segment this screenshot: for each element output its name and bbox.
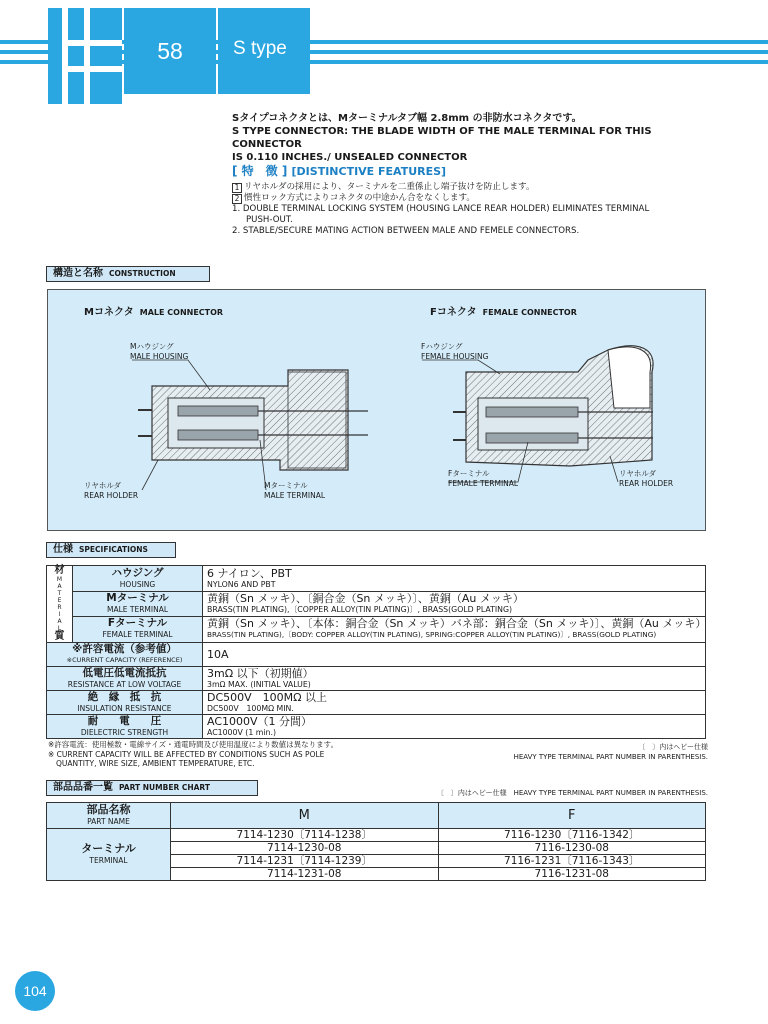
construction-panel: [47, 289, 706, 531]
female-terminal-label: Fターミナル FEMALE TERMINAL: [448, 469, 519, 488]
male-connector-title: Mコネクタ MALE CONNECTOR: [84, 307, 224, 318]
part-number-m: 7114-1231〔7114-1239〕: [171, 855, 439, 868]
female-connector-figure: [453, 346, 653, 466]
part-number-f: 7116-1231-08: [438, 868, 706, 881]
table-row: [47, 829, 706, 842]
spec-row: [47, 643, 706, 667]
spec-row: [47, 667, 706, 691]
header-stripe-5: [312, 50, 768, 54]
column-m-header: M: [171, 803, 439, 829]
part-number-m: 7114-1230〔7114-1238〕: [171, 829, 439, 842]
current-capacity-note: ※許容電流：使用極数・電線サイズ・通電時間及び使用温度により数値は異なります。 ※ CURRENT CAPACITY WILL BE AFFECTED BY CONDITIONS SUCH AS POLE QUANTITY, WIRE SIZE, AMBIENT TEMPERATURE, ETC.: [48, 740, 339, 768]
part-number-note: 〔 〕内はヘビー仕様 HEAVY TYPE TERMINAL PART NUMBER IN PARENTHESIS.: [436, 789, 708, 797]
table-header-row: [47, 803, 706, 829]
spec-label: 絶 縁 抵 抗 INSULATION RESISTANCE: [47, 691, 203, 715]
spec-row: [47, 592, 706, 617]
spec-label: Mターミナル MALE TERMINAL: [73, 592, 203, 617]
female-housing-label: Fハウジング FEMALE HOUSING: [421, 342, 489, 361]
intro-en-1: S TYPE CONNECTOR: THE BLADE WIDTH OF THE MALE TERMINAL FOR THIS CONNECTOR: [232, 126, 652, 150]
spec-label: 耐 電 圧 DIELECTRIC STRENGTH: [47, 715, 203, 739]
heavy-type-note: 〔 〕内はヘビー仕様 HEAVY TYPE TERMINAL PART NUMBER IN PARENTHESIS.: [513, 743, 708, 761]
spec-value: 黄銅（Sn メッキ）、〔本体：銅合金（Sn メッキ）バネ部：銅合金（Sn メッキ）〕、黄銅（Au メッキ） BRASS(TIN PLATING),〔BODY: COPPER ALLOY(TIN PLATING), SPRING:COPPER ALLOY(TIN PLATING)〕, BRASS(GOLD PLATING): [203, 616, 706, 642]
spec-value: 6 ナイロン、PBT NYLON6 AND PBT: [203, 566, 706, 592]
male-connector-figure: [138, 370, 368, 470]
female-connector-title: Fコネクタ FEMALE CONNECTOR: [430, 307, 577, 318]
part-name-header: 部品名称 PART NAME: [47, 803, 171, 829]
spec-value: DC500V 100MΩ 以上 DC500V 100MΩ MIN.: [203, 691, 706, 715]
page-number: 104: [15, 971, 55, 1011]
feature-en-2: 2. STABLE/SECURE MATING ACTION BETWEEN MALE AND FEMELE CONNECTORS.: [232, 226, 580, 236]
part-number-m: 7114-1230-08: [171, 842, 439, 855]
female-rear-holder-label: リヤホルダ REAR HOLDER: [619, 469, 674, 488]
spec-row: [47, 566, 706, 592]
material-cell: 材 M A T E R I A L 質: [47, 566, 73, 643]
connector-drawing: [48, 290, 707, 532]
header-stripe-6: [312, 60, 768, 64]
spec-label: Fターミナル FEMALE TERMINAL: [73, 616, 203, 642]
part-number-table: [46, 802, 706, 881]
spec-value: 10A: [203, 643, 706, 667]
header-stripe-4: [312, 40, 768, 44]
feature-jp-2: 2 慣性ロック方式によりコネクタの中途かん合をなくします。: [232, 193, 712, 204]
brand-logo: [48, 8, 122, 104]
column-f-header: F: [438, 803, 706, 829]
intro-en-2: IS 0.110 INCHES./ UNSEALED CONNECTOR: [232, 152, 468, 163]
part-number-m: 7114-1231-08: [171, 868, 439, 881]
specifications-table: [46, 565, 706, 739]
spec-label: 低電圧低電流抵抗 RESISTANCE AT LOW VOLTAGE: [47, 667, 203, 691]
spec-row: [47, 616, 706, 642]
part-number-label: 部品品番一覧 PART NUMBER CHART: [46, 780, 258, 796]
feature-en-1-cont: PUSH-OUT.: [246, 215, 293, 225]
series-title: S type: [218, 8, 310, 94]
feature-jp-1: 1 リヤホルダの採用により、ターミナルを二重係止し端子抜けを防止します。: [232, 182, 712, 193]
spec-value: AC1000V（1 分間） AC1000V (1 min.): [203, 715, 706, 739]
male-terminal-label: Mターミナル MALE TERMINAL: [264, 481, 326, 500]
features-list: [232, 182, 712, 237]
construction-label: 構造と名称 CONSTRUCTION: [46, 266, 210, 282]
part-number-f: 7116-1230〔7116-1342〕: [438, 829, 706, 842]
spec-label: ※許容電流（参考値） ※CURRENT CAPACITY (REFERENCE): [47, 643, 203, 667]
section-number-badge: 58: [124, 8, 216, 94]
terminal-row-label: ターミナル TERMINAL: [47, 829, 171, 881]
intro-jp: Sタイプコネクタとは、Mターミナルタブ幅 2.8mm の非防水コネクタです。: [232, 113, 582, 124]
intro-text: [232, 112, 712, 164]
spec-label: ハウジング HOUSING: [73, 566, 203, 592]
specifications-label: 仕様 SPECIFICATIONS: [46, 542, 176, 558]
part-number-f: 7116-1231〔7116-1343〕: [438, 855, 706, 868]
feature-en-1: 1. DOUBLE TERMINAL LOCKING SYSTEM (HOUSING LANCE REAR HOLDER) ELIMINATES TERMINAL: [232, 204, 650, 214]
features-heading: [ 特 徴 ] [DISTINCTIVE FEATURES]: [232, 164, 447, 178]
spec-row: [47, 691, 706, 715]
spec-value: 3mΩ 以下（初期値） 3mΩ MAX. (INITIAL VALUE): [203, 667, 706, 691]
spec-value: 黄銅（Sn メッキ）、〔銅合金（Sn メッキ）〕、黄銅（Au メッキ） BRASS(TIN PLATING),〔COPPER ALLOY(TIN PLATING)〕, BRASS(GOLD PLATING): [203, 592, 706, 617]
spec-row: [47, 715, 706, 739]
male-rear-holder-label: リヤホルダ REAR HOLDER: [84, 481, 139, 500]
part-number-f: 7116-1230-08: [438, 842, 706, 855]
male-housing-label: Mハウジング MALE HOUSING: [130, 342, 189, 361]
